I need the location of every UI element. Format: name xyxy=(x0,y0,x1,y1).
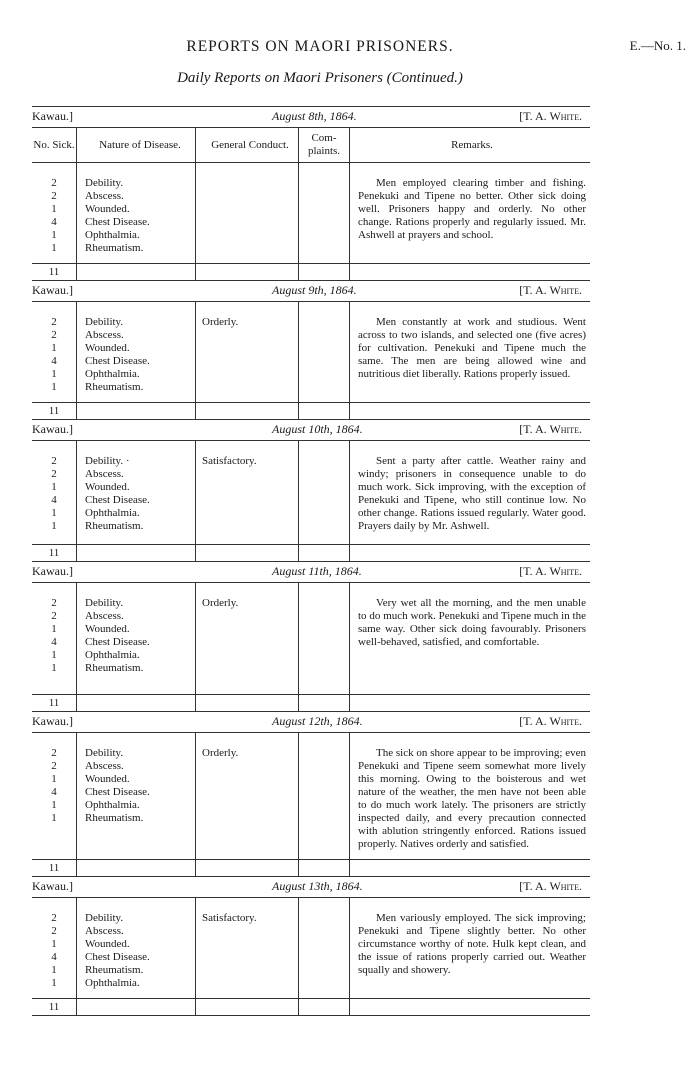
general-conduct: Orderly. xyxy=(196,302,299,403)
report-date-text: August 10th, 1864. xyxy=(272,422,363,436)
disease-name: Abscess. xyxy=(85,925,124,937)
disease-name: Chest Disease. xyxy=(85,786,150,798)
general-conduct: Orderly. xyxy=(196,583,299,695)
remarks xyxy=(350,302,591,403)
officer-name: [T. A. White. xyxy=(519,283,582,297)
sick-count: 2 xyxy=(51,316,57,328)
sick-count: 1 xyxy=(51,368,57,380)
col-conduct: General Conduct. xyxy=(196,128,299,163)
disease-name: Chest Disease. xyxy=(85,355,150,367)
total-sick: 11 xyxy=(32,403,77,420)
total-row xyxy=(32,403,590,420)
disease-name: Debility. xyxy=(85,177,124,189)
general-conduct xyxy=(196,163,299,264)
total-sick: 11 xyxy=(32,264,77,281)
general-conduct: Satisfactory. xyxy=(196,441,299,545)
report-header xyxy=(32,107,590,128)
sick-count: 2 xyxy=(51,455,57,467)
sick-count: 2 xyxy=(51,468,57,480)
disease-name: Rheumatism. xyxy=(85,520,144,532)
sick-numbers xyxy=(32,441,77,545)
sick-count: 1 xyxy=(51,662,57,674)
remarks-text: Sent a party after cattle. Weather rainy and windy; prisoners in consequence unable to do much work. Sick improving, with the exception of Penekuki and Tipene, who still continue low. No other change. Rations issued regularly. Water good. Prayers daily by Mr. Ashwell. xyxy=(358,455,586,532)
sick-count: 1 xyxy=(51,812,57,824)
sick-count: 2 xyxy=(51,190,57,202)
report-date xyxy=(272,284,357,297)
report-date xyxy=(272,110,357,123)
sick-count: 1 xyxy=(51,938,57,950)
sick-count: 2 xyxy=(51,760,57,772)
page-title: REPORTS ON MAORI PRISONERS. xyxy=(186,38,454,55)
complaints xyxy=(299,163,350,264)
disease-name: Debility. · xyxy=(85,455,130,467)
remarks xyxy=(350,163,591,264)
sick-count: 1 xyxy=(51,481,57,493)
sick-count: 2 xyxy=(51,610,57,622)
remarks-text: Men constantly at work and studious. Went across to two islands, and selected one (five acres) for cultivation. Penekuki and Tipene much the same. The men are being allowed wine and nutritious diet liberally. Rations properly issued. xyxy=(358,316,586,380)
report-row xyxy=(32,163,590,264)
col-complaints: Com- plaints. xyxy=(299,128,350,163)
total-row xyxy=(32,860,590,877)
disease-name: Ophthalmia. xyxy=(85,799,140,811)
page-subtitle: Daily Reports on Maori Prisoners (Continued.) xyxy=(177,70,463,86)
remarks-text: The sick on shore appear to be improving; even Penekuki and Tipene seem somewhat more lively this morning. Owing to the boisterous and wet nature of the weather, the men have not been able to do much work lately. The prisoners are strictly inspected daily, and every precaution connected with ablution stringently enforced. Rations issued properly. Natives orderly and satisfied. xyxy=(358,747,586,850)
disease-name: Debility. xyxy=(85,912,124,924)
remarks xyxy=(350,733,591,860)
sick-count: 4 xyxy=(51,216,57,228)
sick-count: 2 xyxy=(51,329,57,341)
report-row xyxy=(32,898,590,999)
disease-name: Ophthalmia. xyxy=(85,507,140,519)
total-row xyxy=(32,695,590,712)
report-row xyxy=(32,733,590,860)
officer-name: [T. A. White. xyxy=(519,109,582,123)
sick-count: 1 xyxy=(51,623,57,635)
sick-count: 1 xyxy=(51,381,57,393)
station-name: Kawau.] xyxy=(32,283,73,297)
disease-name: Abscess. xyxy=(85,760,124,772)
report-header xyxy=(32,877,590,898)
disease-name: Ophthalmia. xyxy=(85,977,140,989)
officer-name: [T. A. White. xyxy=(519,564,582,578)
remarks-text: Men employed clearing timber and fishing. Penekuki and Tipene no better. Other sick doing well. Prisoners happy and orderly. No other change. Rations properly and regularly issued. Mr. Ashwell at prayers and school. xyxy=(358,177,586,241)
sick-count: 4 xyxy=(51,636,57,648)
disease-list xyxy=(77,898,196,999)
disease-name: Rheumatism. xyxy=(85,242,144,254)
disease-name: Wounded. xyxy=(85,481,130,493)
remarks-text: Very wet all the morning, and the men unable to do much work. Penekuki and Tipene much in the same way. Other sick doing favourably. Prisoners well-behaved, satisfied, and comfortable. xyxy=(358,597,586,648)
general-conduct: Orderly. xyxy=(196,733,299,860)
disease-name: Chest Disease. xyxy=(85,216,150,228)
sick-count: 1 xyxy=(51,773,57,785)
sick-numbers xyxy=(32,302,77,403)
sick-count: 2 xyxy=(51,177,57,189)
remarks xyxy=(350,583,591,695)
report-date-text: August 12th, 1864. xyxy=(272,714,363,728)
disease-name: Debility. xyxy=(85,747,124,759)
disease-name: Wounded. xyxy=(85,203,130,215)
remarks xyxy=(350,898,591,999)
sick-count: 1 xyxy=(51,520,57,532)
complaints xyxy=(299,898,350,999)
report-row xyxy=(32,583,590,695)
sick-count: 4 xyxy=(51,786,57,798)
sick-numbers xyxy=(32,733,77,860)
sick-count: 4 xyxy=(51,494,57,506)
disease-name: Rheumatism. xyxy=(85,812,144,824)
report-date xyxy=(272,715,363,728)
complaints xyxy=(299,441,350,545)
col-no-sick: No. Sick. xyxy=(32,128,77,163)
report-date-text: August 9th, 1864. xyxy=(272,283,357,297)
sick-count: 4 xyxy=(51,355,57,367)
total-row xyxy=(32,545,590,562)
report-row xyxy=(32,302,590,403)
total-row xyxy=(32,999,590,1016)
sick-count: 2 xyxy=(51,597,57,609)
report-date xyxy=(272,565,362,578)
report-header xyxy=(32,281,590,302)
sick-count: 4 xyxy=(51,951,57,963)
sick-count: 2 xyxy=(51,925,57,937)
sick-count: 1 xyxy=(51,342,57,354)
disease-list xyxy=(77,733,196,860)
report-date xyxy=(272,423,363,436)
sick-numbers xyxy=(32,898,77,999)
sick-count: 1 xyxy=(51,229,57,241)
station-name: Kawau.] xyxy=(32,879,73,893)
complaints xyxy=(299,583,350,695)
disease-name: Rheumatism. xyxy=(85,381,144,393)
disease-name: Wounded. xyxy=(85,773,130,785)
report-row xyxy=(32,441,590,545)
officer-name: [T. A. White. xyxy=(519,422,582,436)
total-sick: 11 xyxy=(32,695,77,712)
disease-name: Abscess. xyxy=(85,329,124,341)
disease-name: Debility. xyxy=(85,597,124,609)
disease-name: Wounded. xyxy=(85,938,130,950)
station-name: Kawau.] xyxy=(32,564,73,578)
complaints xyxy=(299,302,350,403)
station-name: Kawau.] xyxy=(32,714,73,728)
report-header xyxy=(32,562,590,583)
sick-count: 1 xyxy=(51,507,57,519)
report-header xyxy=(32,420,590,441)
reports-table xyxy=(32,106,590,1016)
report-date-text: August 11th, 1864. xyxy=(272,564,362,578)
disease-name: Chest Disease. xyxy=(85,951,150,963)
disease-name: Ophthalmia. xyxy=(85,649,140,661)
disease-name: Wounded. xyxy=(85,623,130,635)
disease-name: Ophthalmia. xyxy=(85,229,140,241)
disease-list xyxy=(77,441,196,545)
sick-numbers xyxy=(32,163,77,264)
report-date-text: August 13th, 1864. xyxy=(272,879,363,893)
disease-list xyxy=(77,163,196,264)
disease-name: Rheumatism. xyxy=(85,964,144,976)
col-remarks: Remarks. xyxy=(350,128,591,163)
sick-count: 1 xyxy=(51,799,57,811)
officer-name: [T. A. White. xyxy=(519,879,582,893)
column-headers xyxy=(32,128,590,163)
sick-count: 1 xyxy=(51,977,57,989)
report-date xyxy=(272,880,363,893)
sick-numbers xyxy=(32,583,77,695)
total-sick: 11 xyxy=(32,860,77,877)
remarks-text: Men variously employed. The sick improving; Penekuki and Tipene slightly better. No other circumstance worthy of note. Hulk kept clean, and the issue of rations properly carried out. Weather squally and showery. xyxy=(358,912,586,976)
disease-name: Wounded. xyxy=(85,342,130,354)
sick-count: 1 xyxy=(51,203,57,215)
general-conduct: Satisfactory. xyxy=(196,898,299,999)
total-row xyxy=(32,264,590,281)
disease-name: Debility. xyxy=(85,316,124,328)
col-disease: Nature of Disease. xyxy=(77,128,196,163)
disease-name: Rheumatism. xyxy=(85,662,144,674)
total-sick: 11 xyxy=(32,999,77,1016)
sick-count: 2 xyxy=(51,912,57,924)
sick-count: 1 xyxy=(51,242,57,254)
sick-count: 1 xyxy=(51,649,57,661)
disease-name: Ophthalmia. xyxy=(85,368,140,380)
disease-name: Chest Disease. xyxy=(85,636,150,648)
officer-name: [T. A. White. xyxy=(519,714,582,728)
disease-name: Abscess. xyxy=(85,190,124,202)
report-date-text: August 8th, 1864. xyxy=(272,109,357,123)
total-sick: 11 xyxy=(32,545,77,562)
station-name: Kawau.] xyxy=(32,422,73,436)
disease-name: Chest Disease. xyxy=(85,494,150,506)
page-reference: E.—No. 1. xyxy=(629,38,686,53)
remarks xyxy=(350,441,591,545)
disease-name: Abscess. xyxy=(85,468,124,480)
report-header xyxy=(32,712,590,733)
complaints xyxy=(299,733,350,860)
disease-name: Abscess. xyxy=(85,610,124,622)
disease-list xyxy=(77,583,196,695)
sick-count: 1 xyxy=(51,964,57,976)
station-name: Kawau.] xyxy=(32,109,73,123)
disease-list xyxy=(77,302,196,403)
sick-count: 2 xyxy=(51,747,57,759)
